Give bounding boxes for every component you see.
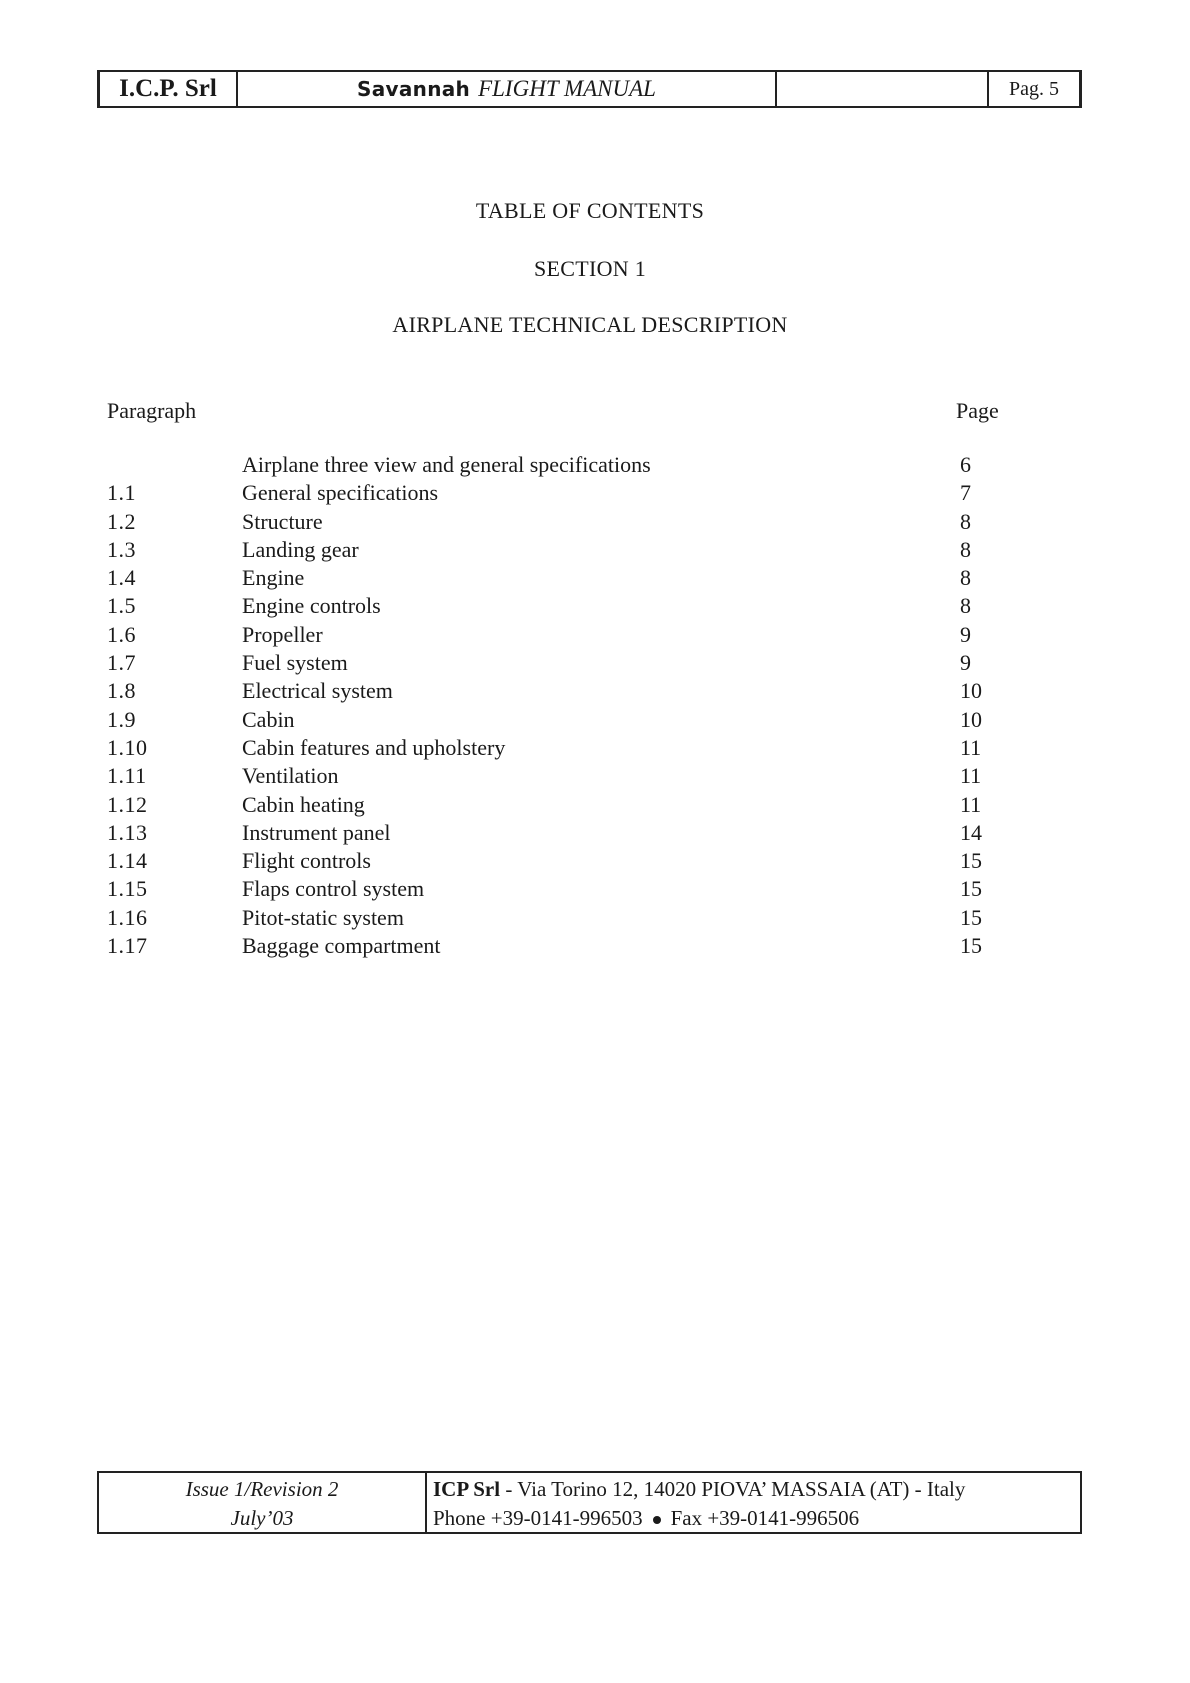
- toc-entry-page: 6: [960, 452, 971, 477]
- toc-entry-number: 1.4: [107, 565, 136, 591]
- toc-entry: [0, 792, 1190, 820]
- toc-entry: [0, 905, 1190, 933]
- toc-entry-title: Landing gear: [242, 536, 359, 562]
- toc-entry-title: Baggage compartment: [242, 933, 441, 959]
- toc-entry: [0, 848, 1190, 876]
- toc-entry: [0, 820, 1190, 848]
- toc-list: [0, 452, 1190, 961]
- toc-entry-number: 1.1: [107, 480, 136, 506]
- toc-entry-number: 1.17: [107, 933, 148, 959]
- toc-entry-page: 15: [960, 876, 982, 902]
- toc-entry-number: 1.6: [107, 621, 136, 647]
- column-paragraph-header: Paragraph: [107, 398, 197, 423]
- toc-entry-title: Cabin features and upholstery: [242, 734, 506, 760]
- toc-entry-number: 1.12: [107, 791, 148, 817]
- toc-entry-number: 1.2: [107, 508, 136, 534]
- footer-address: - Via Torino 12, 14020 PIOVA’ MASSAIA (AT) - Italy: [500, 1477, 966, 1501]
- toc-entry: [0, 678, 1190, 706]
- footer-fax: Fax +39-0141-996506: [670, 1506, 860, 1530]
- toc-entry-page: 15: [960, 904, 982, 930]
- footer-issue-block: [99, 1473, 427, 1532]
- toc-entry-page: 7: [960, 480, 971, 506]
- toc-entry-number: 1.7: [107, 650, 136, 676]
- section-title: AIRPLANE TECHNICAL DESCRIPTION: [392, 312, 788, 337]
- toc-entry-title: Engine: [242, 565, 305, 591]
- toc-entry: [0, 593, 1190, 621]
- toc-entry: [0, 650, 1190, 678]
- toc-entry-number: 1.3: [107, 536, 136, 562]
- toc-entry: [0, 452, 1190, 480]
- header-blank-cell: [777, 72, 989, 106]
- toc-entry: [0, 707, 1190, 735]
- toc-entry-title: Fuel system: [242, 650, 348, 676]
- toc-entry-page: 8: [960, 593, 971, 619]
- column-page-header: Page: [956, 398, 999, 423]
- toc-entry-title: Flaps control system: [242, 876, 425, 902]
- footer-company: ICP Srl: [433, 1477, 501, 1501]
- toc-entry-number: 1.11: [107, 763, 147, 789]
- toc-entry-page: 8: [960, 565, 971, 591]
- toc-entry: [0, 622, 1190, 650]
- page-header: [97, 70, 1082, 108]
- toc-entry: [0, 509, 1190, 537]
- toc-entry: [0, 876, 1190, 904]
- toc-entry-title: General specifications: [242, 480, 439, 506]
- toc-entry: [0, 537, 1190, 565]
- toc-entry-page: 14: [960, 819, 982, 845]
- toc-entry-page: 9: [960, 650, 971, 676]
- toc-entry: [0, 933, 1190, 961]
- toc-entry-title: Cabin heating: [242, 791, 365, 817]
- page-footer: [97, 1471, 1082, 1534]
- toc-entry-page: 15: [960, 933, 982, 959]
- toc-entry-page: 10: [960, 706, 982, 732]
- footer-issue: Issue 1/Revision 2: [185, 1477, 339, 1501]
- toc-entry-title: Cabin: [242, 706, 295, 732]
- toc-entry-number: 1.16: [107, 904, 148, 930]
- toc-entry-title: Pitot-static system: [242, 904, 404, 930]
- footer-contact-block: [427, 1473, 1080, 1532]
- toc-entry-number: 1.15: [107, 876, 148, 902]
- toc-entry-page: 11: [960, 791, 982, 817]
- toc-entry-number: 1.13: [107, 819, 148, 845]
- header-brand: Savannah: [357, 77, 471, 101]
- toc-entry-title: Airplane three view and general specifications: [242, 452, 651, 477]
- toc-entry-page: 10: [960, 678, 982, 704]
- toc-entry-title: Engine controls: [242, 593, 381, 619]
- toc-entry-page: 9: [960, 621, 971, 647]
- header-manual: FLIGHT MANUAL: [478, 76, 656, 101]
- toc-entry-title: Instrument panel: [242, 819, 391, 845]
- toc-entry-page: 11: [960, 763, 982, 789]
- toc-entry-page: 15: [960, 848, 982, 874]
- header-company: I.C.P. Srl: [100, 72, 238, 106]
- toc-title: TABLE OF CONTENTS: [475, 198, 705, 223]
- header-page-number: Pag. 5: [1009, 77, 1059, 100]
- footer-phone: Phone +39-0141-996503: [433, 1506, 643, 1530]
- toc-entry-title: Electrical system: [242, 678, 393, 704]
- footer-date: July’03: [230, 1506, 294, 1530]
- toc-entry-number: 1.10: [107, 734, 148, 760]
- header-title: [238, 72, 777, 106]
- toc-entry-page: 8: [960, 536, 971, 562]
- toc-entry-number: 1.5: [107, 593, 136, 619]
- toc-entry-title: Propeller: [242, 621, 323, 647]
- toc-entry-title: Flight controls: [242, 848, 371, 874]
- toc-entry-number: 1.9: [107, 706, 136, 732]
- toc-entry-page: 8: [960, 508, 971, 534]
- toc-entry-number: 1.14: [107, 848, 148, 874]
- bullet-icon: [653, 1516, 661, 1524]
- toc-entry-number: 1.8: [107, 678, 136, 704]
- section-number: SECTION 1: [533, 256, 647, 281]
- toc-entry-title: Ventilation: [242, 763, 339, 789]
- toc-entry: [0, 763, 1190, 791]
- toc-entry: [0, 480, 1190, 508]
- toc-entry: [0, 565, 1190, 593]
- toc-entry: [0, 735, 1190, 763]
- toc-entry-title: Structure: [242, 508, 323, 534]
- toc-entry-page: 11: [960, 734, 982, 760]
